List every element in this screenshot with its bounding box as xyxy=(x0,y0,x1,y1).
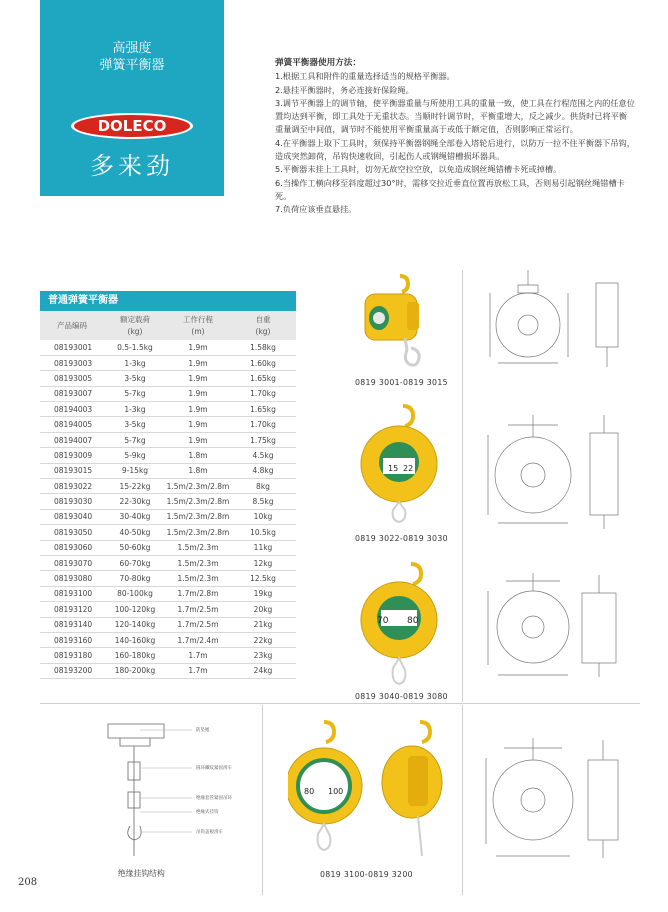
brand-subtitle xyxy=(40,40,224,74)
col-header-weight: 自重 (kg) xyxy=(230,311,296,340)
p3-scale-right: 80 xyxy=(407,616,419,626)
table-row xyxy=(40,663,296,678)
cell-weight: 22kg xyxy=(230,632,296,647)
cell-weight: 12.5kg xyxy=(230,571,296,586)
table-row xyxy=(40,355,296,370)
cell-weight: 1.60kg xyxy=(230,355,296,370)
table-row xyxy=(40,540,296,555)
cell-stroke: 1.5m/2.3m/2.8m xyxy=(166,494,230,509)
cell-load: 100-120kg xyxy=(104,602,166,617)
table-title: 普通弹簧平衡器 xyxy=(40,291,296,311)
spec-table xyxy=(40,311,296,679)
cell-weight: 11kg xyxy=(230,540,296,555)
cell-load: 9-15kg xyxy=(104,463,166,478)
hook-label-5: 吊钩盖板滑车 xyxy=(196,830,223,835)
cell-code: 08193007 xyxy=(40,386,104,401)
drawing-2 xyxy=(478,405,638,535)
cell-code: 08193070 xyxy=(40,555,104,570)
cell-code: 08194005 xyxy=(40,417,104,432)
table-row xyxy=(40,448,296,463)
cell-weight: 1.65kg xyxy=(230,402,296,417)
cell-code: 08193140 xyxy=(40,617,104,632)
table-row xyxy=(40,386,296,401)
cell-code: 08193050 xyxy=(40,525,104,540)
cell-stroke: 1.9m xyxy=(166,355,230,370)
cell-load: 160-180kg xyxy=(104,648,166,663)
p4-scale-right: 100 xyxy=(328,787,344,796)
cell-weight: 10.5kg xyxy=(230,525,296,540)
cell-load: 120-140kg xyxy=(104,617,166,632)
cell-stroke: 1.8m xyxy=(166,448,230,463)
divider-vertical-1 xyxy=(462,270,463,702)
cell-load: 1-3kg xyxy=(104,402,166,417)
cell-code: 08193100 xyxy=(40,586,104,601)
cell-stroke: 1.7m xyxy=(166,663,230,678)
cell-stroke: 1.7m/2.8m xyxy=(166,586,230,601)
table-row xyxy=(40,340,296,355)
usage-item-4: 4.在平衡器上取下工具时，须保持平衡器钢绳全部卷入塔轮后进行，以防万一拉不住平衡器下吊钩，造成突然卸荷，吊钩快速收回，引起伤人或钢绳错槽损坏器具。 xyxy=(275,137,635,162)
cell-code: 08193080 xyxy=(40,571,104,586)
product-caption-4: 0819 3100-0819 3200 xyxy=(320,870,413,879)
table-row xyxy=(40,463,296,478)
divider-vertical-3 xyxy=(462,705,463,895)
cell-weight: 1.58kg xyxy=(230,340,296,355)
col-header-code: 产品编码 xyxy=(40,311,104,340)
cell-load: 3-5kg xyxy=(104,371,166,386)
logo-text: DOLECO xyxy=(97,117,167,135)
cell-stroke: 1.5m/2.3m xyxy=(166,555,230,570)
cell-stroke: 1.5m/2.3m xyxy=(166,571,230,586)
cell-stroke: 1.9m xyxy=(166,417,230,432)
cell-stroke: 1.7m/2.5m xyxy=(166,617,230,632)
page-number: 208 xyxy=(18,877,38,888)
cell-weight: 19kg xyxy=(230,586,296,601)
cell-load: 5-9kg xyxy=(104,448,166,463)
usage-item-2: 2.悬挂平衡器时，务必连接好保险绳。 xyxy=(275,84,414,95)
usage-item-7: 7.负荷应该垂直悬挂。 xyxy=(275,204,357,215)
cell-stroke: 1.5m/2.3m/2.8m xyxy=(166,525,230,540)
table-row xyxy=(40,602,296,617)
drawing-3 xyxy=(478,565,638,685)
cell-weight: 1.75kg xyxy=(230,432,296,447)
cell-stroke: 1.7m/2.4m xyxy=(166,632,230,647)
cell-stroke: 1.9m xyxy=(166,432,230,447)
product-caption-1: 0819 3001-0819 3015 xyxy=(355,378,448,387)
cell-weight: 1.70kg xyxy=(230,417,296,432)
cell-load: 80-100kg xyxy=(104,586,166,601)
hook-label-3: 绝缘套管紧固吊环 xyxy=(196,796,232,801)
usage-item-5: 5.平衡器未挂上工具时，切勿无故空拉空放，以免造成钢丝绳错槽卡死或掉槽。 xyxy=(275,164,562,175)
cell-code: 08193003 xyxy=(40,355,104,370)
cell-load: 140-160kg xyxy=(104,632,166,647)
p2-scale-left: 15 xyxy=(388,464,399,473)
hook-caption: 绝缘挂钩结构 xyxy=(118,869,165,878)
cell-load: 40-50kg xyxy=(104,525,166,540)
hook-label-1: 防坠绳 xyxy=(196,728,210,733)
usage-item-3: 3.调节平衡器上的调节轴，使平衡器重量与所使用工具的重量一致，使工具在行程范围之内的任意位置均达到平衡，即工具处于无重状态。当顺时针调节时，平衡重增大，反之减少。供货时已将平衡重量调至中间值，调节时不能使用平衡重量高于或低于额定值，否则影响正常运行。 xyxy=(275,97,635,135)
table-row xyxy=(40,371,296,386)
cell-load: 70-80kg xyxy=(104,571,166,586)
cell-stroke: 1.7m/2.5m xyxy=(166,602,230,617)
cell-weight: 23kg xyxy=(230,648,296,663)
table-row xyxy=(40,648,296,663)
cell-stroke: 1.9m xyxy=(166,386,230,401)
col-header-load: 额定载荷 (kg) xyxy=(104,311,166,340)
p2-scale-right: 22 xyxy=(403,464,414,473)
cell-code: 08194007 xyxy=(40,432,104,447)
product-photo-2 xyxy=(355,402,445,530)
cell-code: 08193120 xyxy=(40,602,104,617)
table-row xyxy=(40,617,296,632)
table-body xyxy=(40,340,296,679)
cell-load: 1-3kg xyxy=(104,355,166,370)
cell-weight: 8kg xyxy=(230,479,296,494)
cell-code: 08193001 xyxy=(40,340,104,355)
cell-code: 08193015 xyxy=(40,463,104,478)
cell-code: 08193009 xyxy=(40,448,104,463)
cell-weight: 20kg xyxy=(230,602,296,617)
brand-header xyxy=(40,0,224,196)
cell-code: 08193005 xyxy=(40,371,104,386)
divider-vertical-2 xyxy=(262,705,263,895)
hook-label-2: 圆环螺纹紧固滑车 xyxy=(196,766,232,771)
table-row xyxy=(40,525,296,540)
cell-load: 60-70kg xyxy=(104,555,166,570)
table-row xyxy=(40,417,296,432)
cell-stroke: 1.9m xyxy=(166,402,230,417)
brand-name-cn: 多来劲 xyxy=(90,152,174,180)
usage-title: 弹簧平衡器使用方法： xyxy=(275,58,361,68)
doleco-logo xyxy=(70,112,194,140)
cell-stroke: 1.5m/2.3m/2.8m xyxy=(166,509,230,524)
product-photo-3 xyxy=(355,560,445,690)
cell-weight: 21kg xyxy=(230,617,296,632)
product-caption-3: 0819 3040-0819 3080 xyxy=(355,692,448,701)
product-photo-4 xyxy=(288,716,448,866)
table-row xyxy=(40,402,296,417)
cell-load: 15-22kg xyxy=(104,479,166,494)
table-row xyxy=(40,509,296,524)
cell-code: 08193030 xyxy=(40,494,104,509)
table-row xyxy=(40,494,296,509)
cell-stroke: 1.5m/2.3m xyxy=(166,540,230,555)
cell-stroke: 1.9m xyxy=(166,340,230,355)
cell-code: 08193200 xyxy=(40,663,104,678)
table-row xyxy=(40,432,296,447)
cell-stroke: 1.7m xyxy=(166,648,230,663)
cell-load: 3-5kg xyxy=(104,417,166,432)
cell-stroke: 1.8m xyxy=(166,463,230,478)
cell-code: 08193040 xyxy=(40,509,104,524)
cell-weight: 8.5kg xyxy=(230,494,296,509)
table-row xyxy=(40,479,296,494)
cell-weight: 4.5kg xyxy=(230,448,296,463)
usage-instructions xyxy=(275,57,635,217)
table-row xyxy=(40,586,296,601)
cell-load: 30-40kg xyxy=(104,509,166,524)
cell-load: 180-200kg xyxy=(104,663,166,678)
table-row xyxy=(40,571,296,586)
cell-weight: 1.70kg xyxy=(230,386,296,401)
usage-item-1: 1.根据工具和附件的重量选择适当的规格平衡器。 xyxy=(275,71,455,82)
cell-code: 08193160 xyxy=(40,632,104,647)
cell-load: 50-60kg xyxy=(104,540,166,555)
brand-subtitle-line2: 弹簧平衡器 xyxy=(99,58,165,73)
hook-structure-drawing xyxy=(100,716,200,866)
cell-code: 08193180 xyxy=(40,648,104,663)
cell-code: 08193022 xyxy=(40,479,104,494)
brand-subtitle-line1: 高强度 xyxy=(112,41,152,56)
col-header-stroke: 工作行程 (m) xyxy=(166,311,230,340)
cell-stroke: 1.5m/2.3m/2.8m xyxy=(166,479,230,494)
drawing-4 xyxy=(478,730,638,870)
divider-horizontal-1 xyxy=(40,703,640,704)
usage-item-6: 6.当操作工横向移至斜度超过30°时，需移交拉近垂直位置再放松工具，否则易引起钢丝绳错槽卡死。 xyxy=(275,177,625,201)
p3-scale-left: 70 xyxy=(377,616,389,626)
drawing-1 xyxy=(478,265,638,375)
cell-weight: 10kg xyxy=(230,509,296,524)
product-photo-1 xyxy=(345,272,435,372)
cell-load: 5-7kg xyxy=(104,386,166,401)
p4-scale-left: 80 xyxy=(304,787,315,796)
cell-load: 0.5-1.5kg xyxy=(104,340,166,355)
hook-label-4: 绝缘式挂钩 xyxy=(196,810,219,815)
cell-weight: 24kg xyxy=(230,663,296,678)
cell-stroke: 1.9m xyxy=(166,371,230,386)
table-header-row xyxy=(40,311,296,340)
table-row xyxy=(40,555,296,570)
cell-load: 22-30kg xyxy=(104,494,166,509)
cell-weight: 1.65kg xyxy=(230,371,296,386)
cell-code: 08194003 xyxy=(40,402,104,417)
product-caption-2: 0819 3022-0819 3030 xyxy=(355,534,448,543)
cell-load: 5-7kg xyxy=(104,432,166,447)
cell-weight: 12kg xyxy=(230,555,296,570)
table-row xyxy=(40,632,296,647)
cell-weight: 4.8kg xyxy=(230,463,296,478)
cell-code: 08193060 xyxy=(40,540,104,555)
